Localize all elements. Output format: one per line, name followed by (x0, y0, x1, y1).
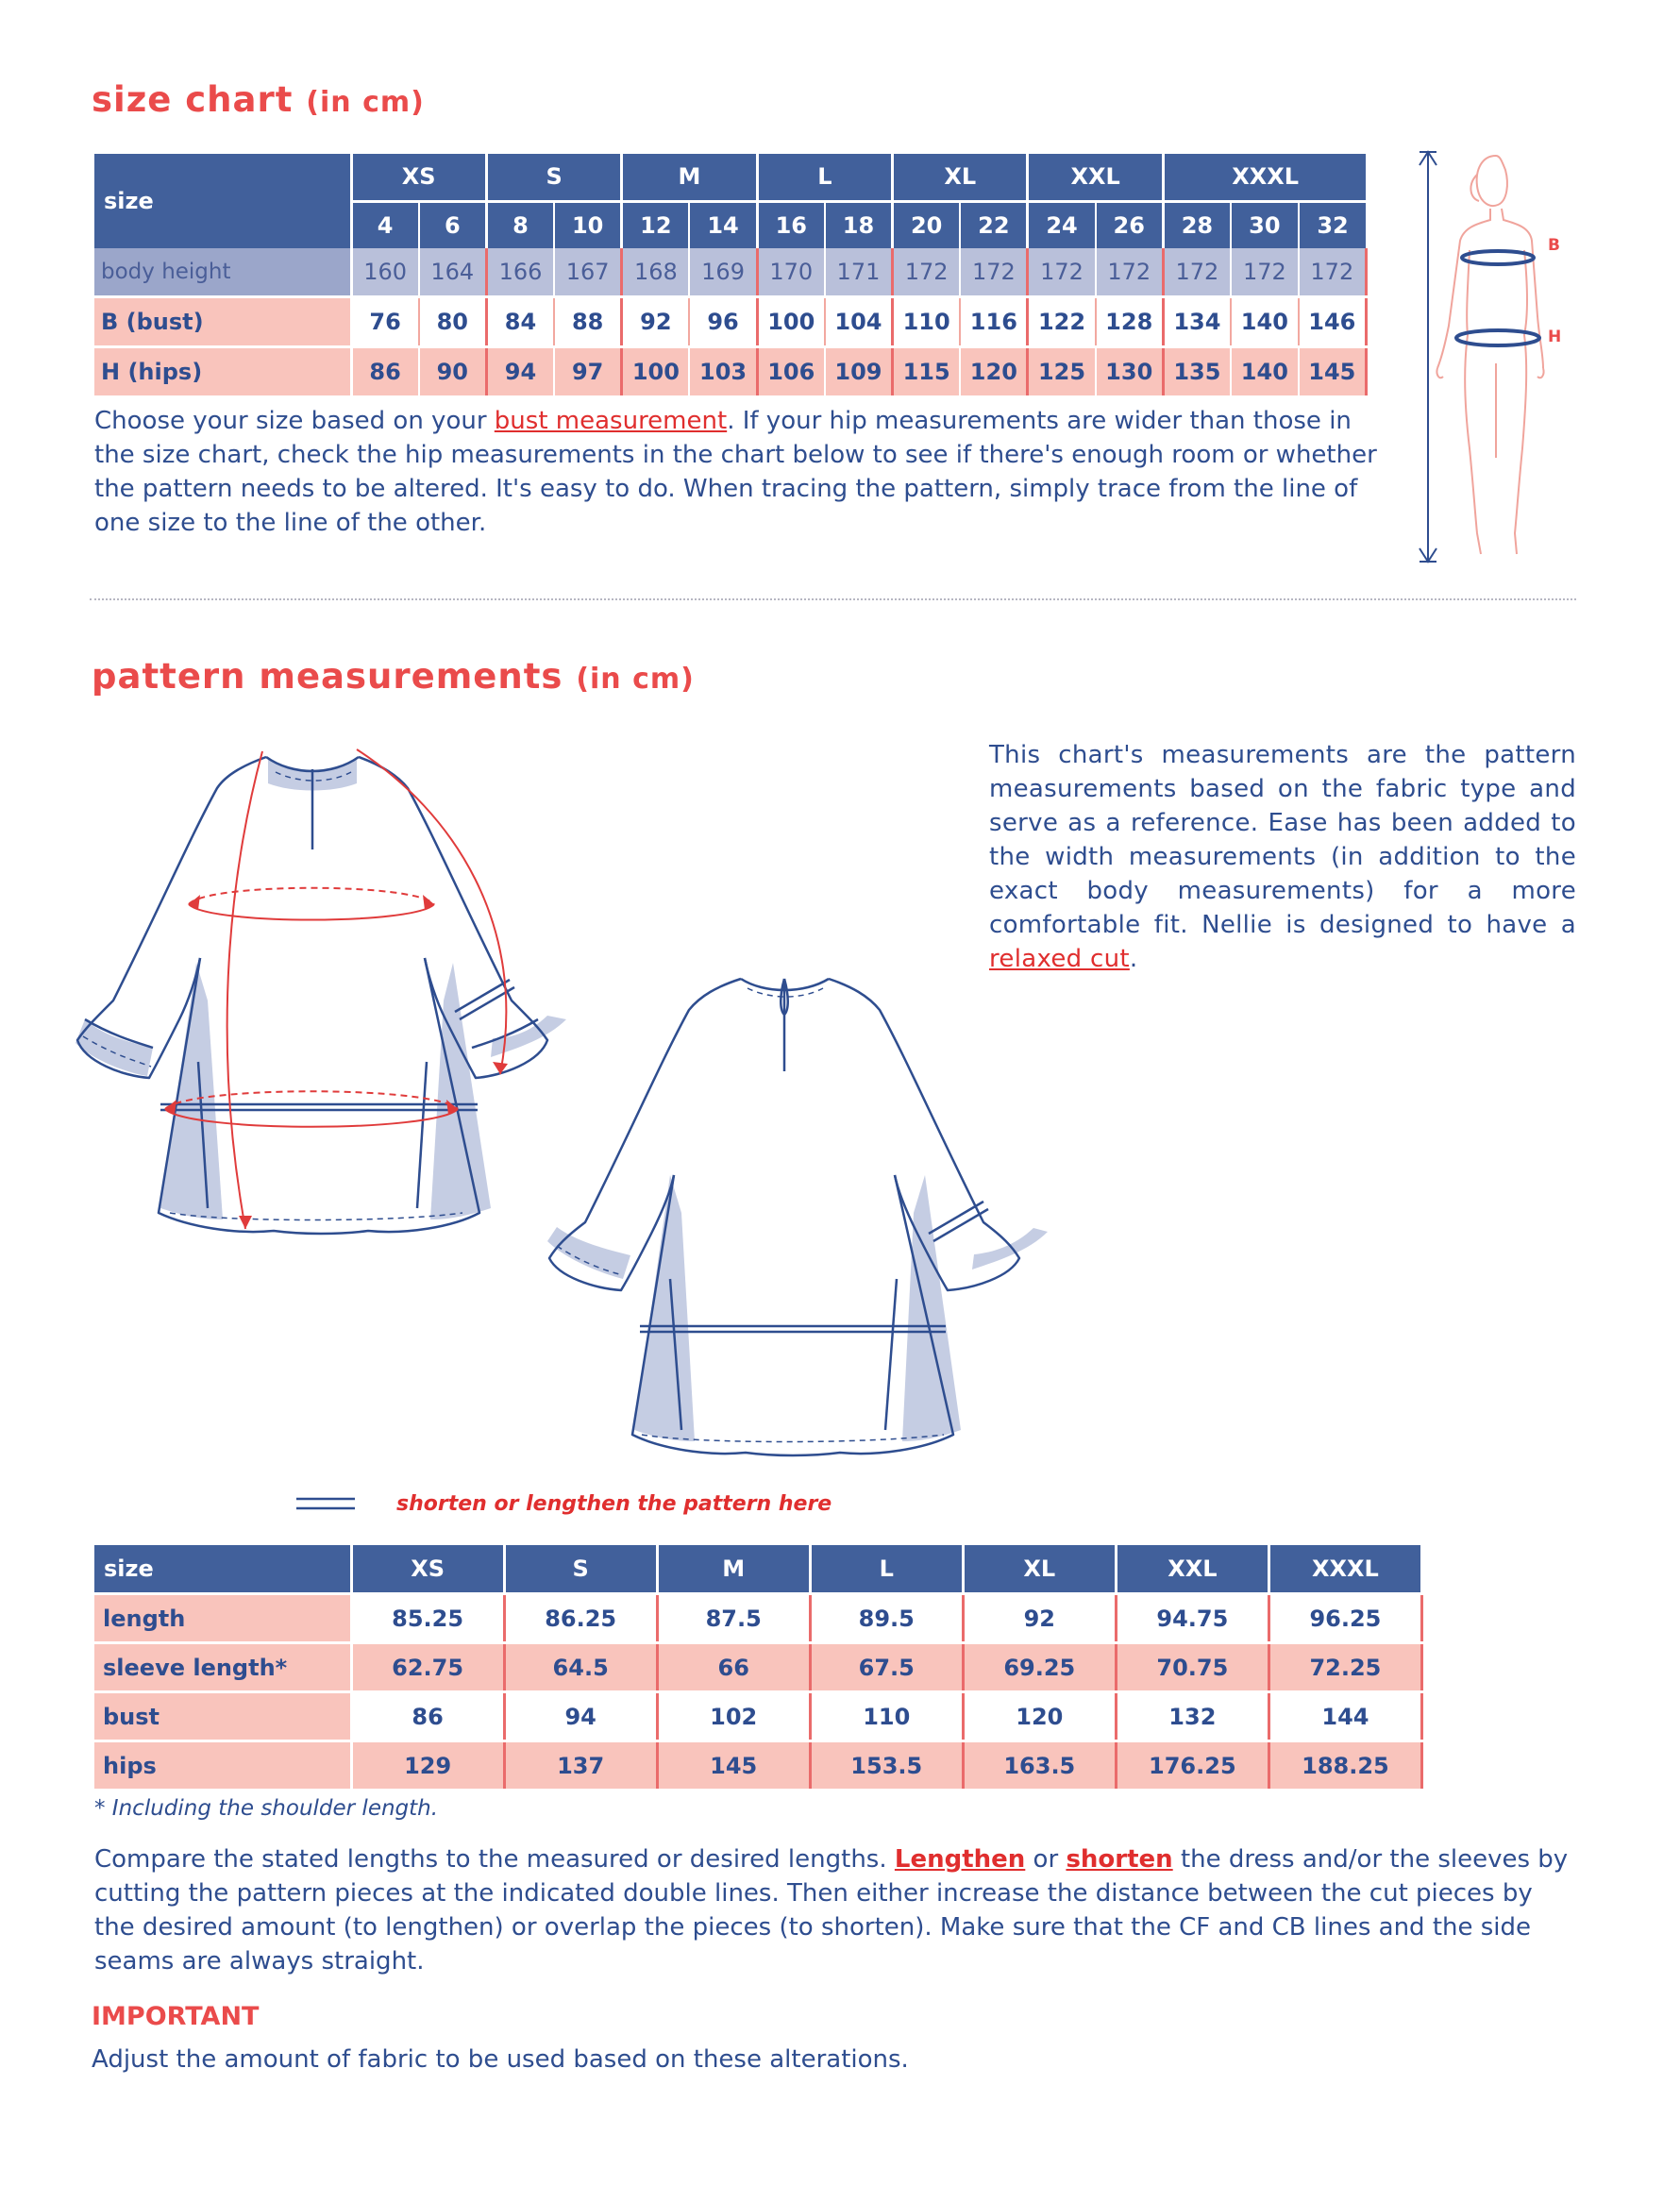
size-number-header: 16 (757, 201, 825, 248)
size-chart-cell: 169 (689, 248, 757, 297)
size-chart-cell: 168 (622, 248, 690, 297)
size-column-header: XL (963, 1545, 1116, 1594)
pattern-cell: 137 (504, 1741, 657, 1791)
pattern-cell: 64.5 (504, 1643, 657, 1692)
bust-marker-label: B (1548, 236, 1560, 255)
size-chart-cell: 122 (1028, 297, 1096, 347)
size-chart-cell: 172 (1096, 248, 1164, 297)
row-label: body height (94, 248, 351, 297)
size-chart-cell: 172 (960, 248, 1028, 297)
size-header: size (94, 1545, 351, 1594)
back-view-illustration (529, 958, 1095, 1487)
pattern-cell: 129 (351, 1741, 504, 1791)
size-chart-cell: 115 (893, 347, 961, 397)
size-chart-cell: 171 (825, 248, 893, 297)
group-header: M (622, 154, 757, 201)
group-header: XXL (1028, 154, 1163, 201)
size-chart-cell: 92 (622, 297, 690, 347)
size-chart-cell: 94 (486, 347, 554, 397)
pattern-cell: 94.75 (1116, 1594, 1268, 1643)
group-header: S (486, 154, 621, 201)
double-line-legend-icon (294, 1493, 357, 1514)
pattern-cell: 163.5 (963, 1741, 1116, 1791)
size-chart-cell: 140 (1231, 297, 1299, 347)
pattern-cell: 145 (657, 1741, 810, 1791)
size-chart-note: Choose your size based on your bust measurement. If your hip measurements are wider than those in the size chart, check the hip measurements in the chart below to see if there's enough room or whether the pattern needs to be altered. It's easy to do. When tracing the pattern, simply trace from the line of one size to the line of the other. (94, 407, 1377, 537)
relaxed-cut-link[interactable]: relaxed cut (989, 945, 1130, 973)
important-text: Adjust the amount of fabric to be used based on these alterations. (92, 2045, 909, 2074)
size-number-header: 26 (1096, 201, 1164, 248)
size-chart-cell: 90 (419, 347, 487, 397)
size-header: size (94, 154, 351, 248)
size-chart-cell: 164 (419, 248, 487, 297)
size-chart-cell: 166 (486, 248, 554, 297)
size-number-header: 24 (1028, 201, 1096, 248)
pattern-cell: 69.25 (963, 1643, 1116, 1692)
row-label: sleeve length* (94, 1643, 351, 1692)
pattern-cell: 89.5 (810, 1594, 963, 1643)
size-chart-cell: 110 (893, 297, 961, 347)
pattern-cell: 70.75 (1116, 1643, 1268, 1692)
pattern-cell: 62.75 (351, 1643, 504, 1692)
size-chart-cell: 146 (1299, 297, 1367, 347)
size-number-header: 32 (1317, 211, 1349, 239)
size-chart-cell: 96 (689, 297, 757, 347)
size-number-header: 22 (960, 201, 1028, 248)
pattern-cell: 96.25 (1268, 1594, 1421, 1643)
row-label: hips (94, 1741, 351, 1791)
size-number-header: 20 (893, 201, 961, 248)
row-label: bust (94, 1692, 351, 1741)
size-chart-cell: 116 (960, 297, 1028, 347)
pattern-cell: 87.5 (657, 1594, 810, 1643)
pattern-measurements-title: pattern measurements (in cm) (92, 656, 695, 697)
group-header: L (757, 154, 892, 201)
size-column-header: S (504, 1545, 657, 1594)
size-column-header: XS (351, 1545, 504, 1594)
pattern-description: This chart's measurements are the pattern measurements based on the fabric type and serve as a reference. Ease has been added to the width measurements (in addition to the exact body measurements) for a more comfortable fit. Nellie is designed to have a relaxed cut. (989, 741, 1576, 973)
legend-label: shorten or lengthen the pattern here (396, 1492, 832, 1516)
pattern-row (94, 1741, 1422, 1791)
row-label: length (94, 1594, 351, 1643)
pattern-cell: 110 (810, 1692, 963, 1741)
size-chart-cell: 172 (1163, 248, 1231, 297)
pattern-cell: 102 (657, 1692, 810, 1741)
size-number-header: 28 (1163, 201, 1231, 248)
pattern-row (94, 1692, 1422, 1741)
group-header: XS (351, 154, 486, 201)
size-chart-cell: 76 (351, 297, 419, 347)
size-number-header: 8 (486, 201, 554, 248)
size-chart-row (94, 297, 1366, 347)
size-chart-cell: 172 (1299, 248, 1367, 297)
size-chart-cell: 120 (960, 347, 1028, 397)
size-chart-cell: 106 (757, 347, 825, 397)
pattern-row (94, 1643, 1422, 1692)
section-divider (90, 598, 1576, 600)
pattern-cell: 72.25 (1268, 1643, 1421, 1692)
hips-marker-label: H (1548, 328, 1562, 346)
size-chart-cell: 172 (893, 248, 961, 297)
size-chart-cell: 145 (1299, 347, 1367, 397)
bust-measurement-link[interactable]: bust measurement (494, 407, 728, 435)
row-label: H (hips) (94, 347, 351, 397)
pattern-cell: 67.5 (810, 1643, 963, 1692)
size-number-header: 14 (689, 201, 757, 248)
size-column-header: L (810, 1545, 963, 1594)
pattern-cell: 153.5 (810, 1741, 963, 1791)
group-header: XXXL (1163, 154, 1366, 201)
size-chart-cell: 135 (1163, 347, 1231, 397)
pattern-cell: 66 (657, 1643, 810, 1692)
pattern-cell: 85.25 (351, 1594, 504, 1643)
pattern-cell: 132 (1116, 1692, 1268, 1741)
size-number-header: 6 (419, 201, 487, 248)
lengthen-link[interactable]: Lengthen (894, 1845, 1026, 1874)
pattern-row (94, 1594, 1422, 1643)
size-chart-cell: 88 (554, 297, 622, 347)
size-chart-cell: 167 (554, 248, 622, 297)
pattern-cell: 86.25 (504, 1594, 657, 1643)
size-number-header: 12 (622, 201, 690, 248)
pattern-cell: 188.25 (1268, 1741, 1421, 1791)
size-number-header: 30 (1231, 201, 1299, 248)
size-chart-row (94, 347, 1366, 397)
size-chart-cell: 130 (1096, 347, 1164, 397)
size-chart-cell: 109 (825, 347, 893, 397)
size-chart-cell: 84 (486, 297, 554, 347)
pattern-cell: 144 (1268, 1692, 1421, 1741)
size-column-header: M (657, 1545, 810, 1594)
size-chart-cell: 100 (757, 297, 825, 347)
size-number-header: 18 (825, 201, 893, 248)
size-chart-cell: 103 (689, 347, 757, 397)
footnote: * Including the shoulder length. (94, 1796, 439, 1821)
group-header: XL (893, 154, 1028, 201)
size-chart-cell: 97 (554, 347, 622, 397)
size-chart-cell: 104 (825, 297, 893, 347)
size-number-header: 10 (554, 201, 622, 248)
pattern-cell: 94 (504, 1692, 657, 1741)
row-label: B (bust) (94, 297, 351, 347)
front-view-illustration (57, 736, 585, 1265)
size-column-header: XXL (1116, 1545, 1268, 1594)
size-chart-cell: 140 (1231, 347, 1299, 397)
size-chart-cell: 172 (1231, 248, 1299, 297)
size-chart-row (94, 248, 1366, 297)
size-chart-cell: 172 (1028, 248, 1096, 297)
pattern-cell: 176.25 (1116, 1741, 1268, 1791)
size-column-header: XXXL (1268, 1545, 1421, 1594)
pattern-measurements-table (94, 1545, 1423, 1791)
size-chart-table (94, 154, 1368, 398)
size-chart-title: size chart (in cm) (92, 79, 425, 120)
body-figure-illustration (1411, 146, 1581, 571)
size-chart-cell: 160 (351, 248, 419, 297)
pattern-cell: 92 (963, 1594, 1116, 1643)
size-chart-cell: 100 (622, 347, 690, 397)
important-heading: IMPORTANT (92, 2002, 260, 2031)
size-chart-cell: 128 (1096, 297, 1164, 347)
size-number-header: 4 (351, 201, 419, 248)
size-chart-cell: 170 (757, 248, 825, 297)
shorten-link[interactable]: shorten (1066, 1845, 1173, 1874)
size-chart-cell: 86 (351, 347, 419, 397)
size-chart-cell: 134 (1163, 297, 1231, 347)
pattern-cell: 86 (351, 1692, 504, 1741)
instructions: Compare the stated lengths to the measured or desired lengths. Lengthen or shorten the dress and/or the sleeves by cutting the pattern pieces at the indicated double lines. Then either increase the distance between the cut pieces by the desired amount (to lengthen) or overlap the pieces (to shorten). Make sure that the CF and CB lines and the side seams are always straight. (94, 1845, 1569, 1976)
pattern-cell: 120 (963, 1692, 1116, 1741)
size-chart-cell: 80 (419, 297, 487, 347)
size-chart-cell: 125 (1028, 347, 1096, 397)
